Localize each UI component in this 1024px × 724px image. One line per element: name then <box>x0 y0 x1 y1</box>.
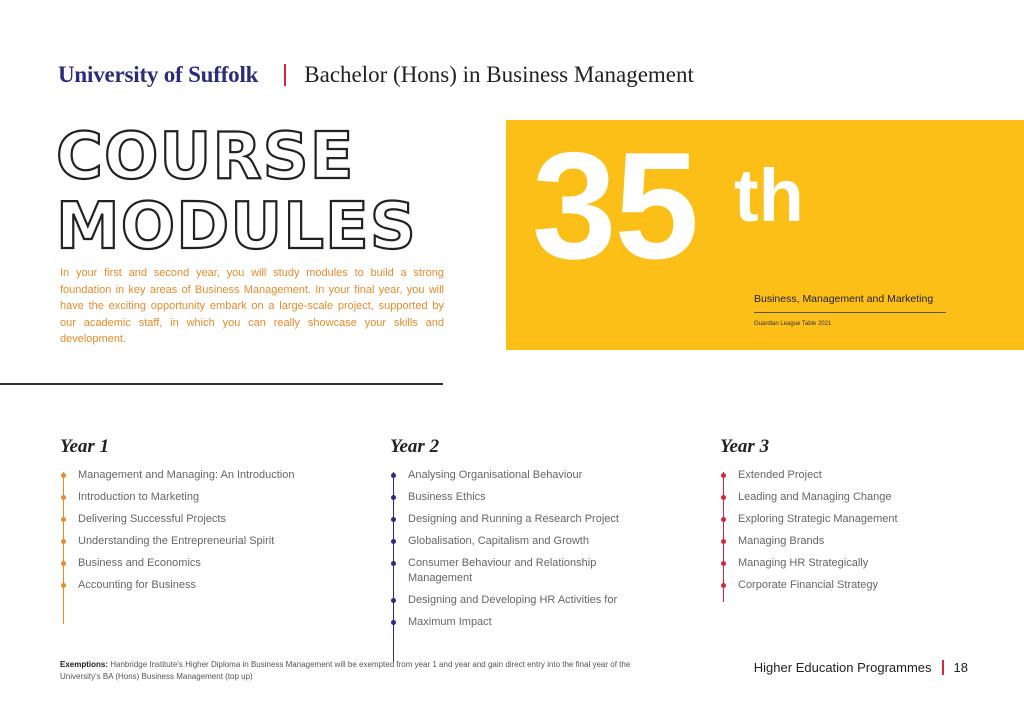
exemptions-note <box>60 659 660 682</box>
page-title <box>56 122 417 262</box>
year-3-title: Year 3 <box>720 436 770 457</box>
year-1-column <box>60 436 294 600</box>
module-item: Delivering Successful Projects <box>78 512 294 527</box>
ranking-source: Guardian League Table 2021 <box>754 321 832 327</box>
bullet-dot <box>721 473 726 478</box>
exemptions-text: Hanbridge Institute's Higher Diploma in Business Management will be exempted from year 1 and year and gain direct entry into the final year of the University's BA (Hons) Business Management (top up) <box>60 660 631 681</box>
section-divider <box>0 383 443 385</box>
year-2-column <box>390 436 638 637</box>
page-number: 18 <box>953 660 968 675</box>
ranking-panel <box>506 120 1024 350</box>
year-2-timeline-line <box>393 472 394 662</box>
bullet-dot <box>391 620 396 625</box>
year-1-modules <box>60 468 294 593</box>
module-item: Management and Managing: An Introduction <box>78 468 294 483</box>
bullet-dot <box>391 598 396 603</box>
header-separator <box>284 64 286 86</box>
module-item: Designing and Running a Research Project <box>408 512 638 527</box>
year-3-modules <box>720 468 898 593</box>
footer-label: Higher Education Programmes <box>753 660 932 675</box>
ranking-divider <box>754 312 946 313</box>
bullet-dot <box>61 473 66 478</box>
module-item: Analysing Organisational Behaviour <box>408 468 638 483</box>
bullet-dot <box>61 517 66 522</box>
year-3-column <box>720 436 898 600</box>
module-item: Introduction to Marketing <box>78 490 294 505</box>
bullet-dot <box>721 517 726 522</box>
module-item: Managing Brands <box>738 534 898 549</box>
degree-title: Bachelor (Hons) in Business Management <box>304 62 694 87</box>
title-line-2: MODULES <box>56 190 417 264</box>
university-name: University of Suffolk <box>58 62 259 87</box>
bullet-dot <box>721 583 726 588</box>
module-item: Extended Project <box>738 468 898 483</box>
page-header <box>58 58 694 92</box>
bullet-dot <box>391 495 396 500</box>
bullet-dot <box>391 517 396 522</box>
exemptions-label: Exemptions: <box>60 660 109 669</box>
footer-separator <box>942 660 944 675</box>
bullet-dot <box>61 495 66 500</box>
bullet-dot <box>721 539 726 544</box>
module-item: Managing HR Strategically <box>738 556 898 571</box>
bullet-dot <box>721 561 726 566</box>
year-2-title: Year 2 <box>390 436 440 457</box>
bullet-dot <box>391 561 396 566</box>
bullet-dot <box>61 583 66 588</box>
bullet-dot <box>391 539 396 544</box>
bullet-dot <box>721 495 726 500</box>
page-footer <box>754 660 968 675</box>
year-2-modules <box>390 468 638 630</box>
bullet-dot <box>61 561 66 566</box>
ranking-suffix: th <box>734 154 804 237</box>
module-item: Business Ethics <box>408 490 638 505</box>
intro-paragraph: In your first and second year, you will study modules to build a strong foundation in key areas of Business Management. In your final year, you will have the exciting opportunity embark on a large-scale project, supported by our academic staff, in which you can really showcase your skills and development. <box>60 267 444 346</box>
title-line-1: COURSE <box>56 120 355 194</box>
module-item: Business and Economics <box>78 556 294 571</box>
module-item: Corporate Financial Strategy <box>738 578 898 593</box>
module-item: Understanding the Entrepreneurial Spirit <box>78 534 294 549</box>
year-1-title: Year 1 <box>60 436 110 457</box>
module-item: Accounting for Business <box>78 578 294 593</box>
module-item: Designing and Developing HR Activities for <box>408 593 638 608</box>
module-item: Exploring Strategic Management <box>738 512 898 527</box>
module-item: Consumer Behaviour and Relationship Management <box>408 556 638 586</box>
module-item: Leading and Managing Change <box>738 490 898 505</box>
bullet-dot <box>61 539 66 544</box>
module-item: Maximum Impact <box>408 615 638 630</box>
module-item: Globalisation, Capitalism and Growth <box>408 534 638 549</box>
ranking-subject: Business, Management and Marketing <box>754 293 934 305</box>
bullet-dot <box>391 473 396 478</box>
ranking-number: 35 <box>532 121 698 291</box>
